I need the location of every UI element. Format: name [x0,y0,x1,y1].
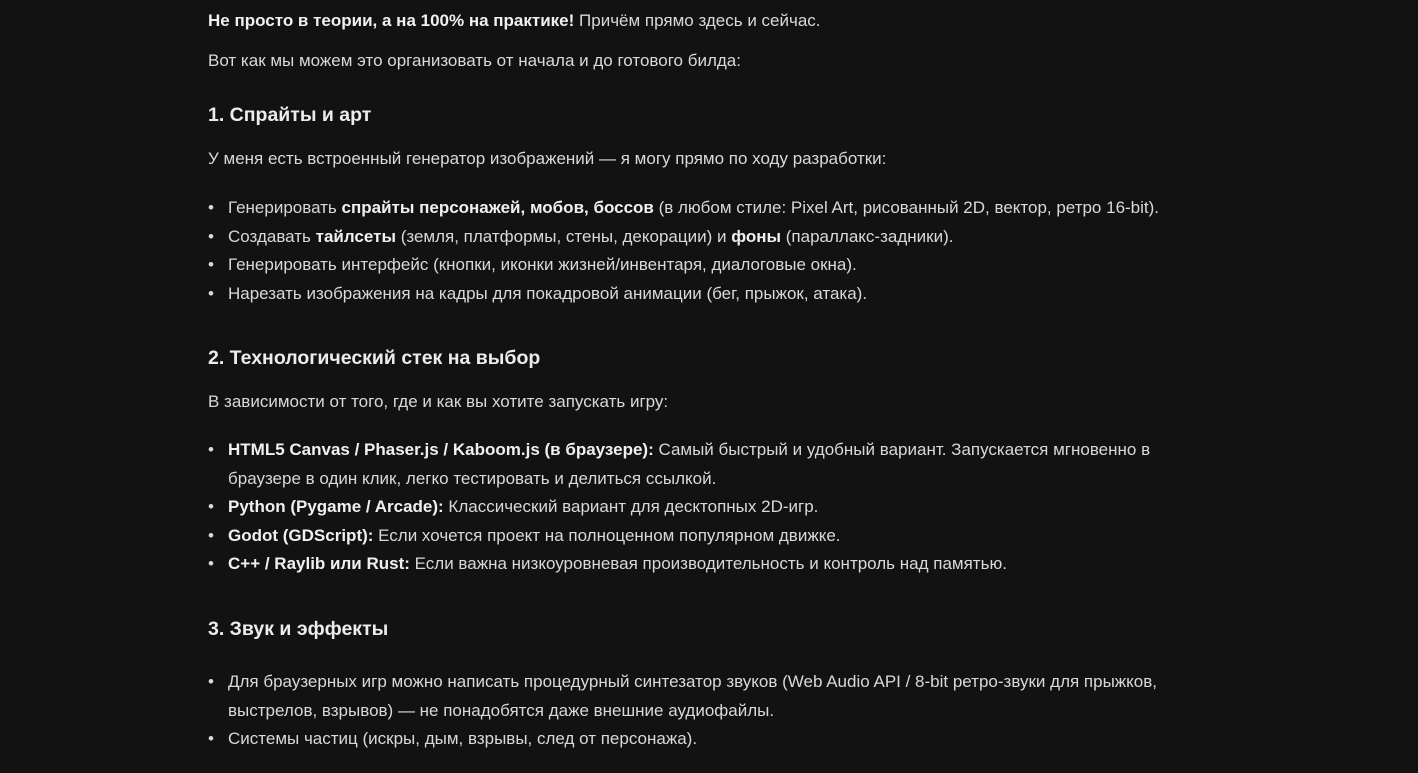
item-bold: фоны [731,226,782,246]
bullet-icon: • [208,198,214,217]
item-bold: C++ / Raylib или Rust: [228,554,410,573]
bullet-icon: • [208,226,214,246]
list-item [208,223,1208,252]
intro-rest: Причём прямо здесь и сейчас. [574,11,821,30]
item-text: (параллакс-задники). [781,226,954,246]
section-1-list [208,194,1208,308]
section-2-heading: 2. Технологический стек на выбор [208,347,541,369]
list-item [208,194,1208,223]
item-text: Классический вариант для десктопных 2D-игр. [443,497,819,516]
bullet-icon: • [208,525,214,545]
item-bold: тайлсеты [315,226,396,246]
list-item [208,550,1208,579]
section-2-list [208,436,1208,579]
list-item [208,725,1208,754]
section-2-lead: В зависимости от того, где и как вы хотите запускать игру: [208,392,669,411]
item-text: Если хочется проект на полноценном популярном движке. [373,525,841,545]
bullet-icon: • [208,440,214,459]
list-item [208,493,1208,522]
item-text: Генерировать [228,198,342,217]
bullet-icon: • [208,283,214,303]
item-text: Самый быстрый и удобный вариант. Запускается мгновенно в [653,440,1151,459]
item-text: (земля, платформы, стены, декорации) и [395,226,732,246]
bullet-icon: • [208,554,214,573]
list-item [208,668,1208,725]
bullet-icon: • [208,729,214,748]
bullet-icon: • [208,497,214,516]
item-text: Генерировать интерфейс (кнопки, иконки жизней/инвентаря, диалоговые окна). [228,255,857,274]
intro-paragraph [208,7,821,35]
item-bold: спрайты персонажей, мобов, боссов [341,198,654,217]
item-text: Создавать [228,226,316,246]
item-bold: Python (Pygame / Arcade): [228,497,444,516]
bullet-icon: • [208,255,214,274]
intro-bold: Не просто в теории, а на 100% на практике! [208,11,575,30]
list-item [208,280,1208,309]
item-text: Нарезать изображения на кадры для покадровой анимации (бег, прыжок, атака). [228,283,868,303]
section-3-heading: 3. Звук и эффекты [208,618,389,640]
item-text: выстрелов, взрывов) — не понадобятся даже внешние аудиофайлы. [228,700,775,720]
section-1-heading: 1. Спрайты и арт [208,104,372,126]
item-text: Если важна низкоуровневая производительность и контроль над памятью. [409,554,1007,573]
list-item [208,251,1208,280]
item-bold: HTML5 Canvas / Phaser.js / Kaboom.js (в браузере): [228,440,654,459]
item-bold: Godot (GDScript): [228,525,374,545]
item-text: (в любом стиле: Pixel Art, рисованный 2D, вектор, ретро 16-bit). [653,198,1160,217]
item-text: Для браузерных игр можно написать процедурный синтезатор звуков (Web Audio API / 8-bit ретро-звуки для прыжков, [228,672,1158,691]
item-text: браузере в один клик, легко тестировать и делиться ссылкой. [228,468,717,488]
list-item [208,436,1208,493]
section-3-list [208,668,1208,754]
bullet-icon: • [208,672,214,691]
list-item [208,522,1208,551]
intro-paragraph-2: Вот как мы можем это организовать от начала и до готового билда: [208,51,741,70]
item-text: Системы частиц (искры, дым, взрывы, след от персонажа). [228,729,698,748]
section-1-lead: У меня есть встроенный генератор изображений — я могу прямо по ходу разработки: [208,149,887,168]
